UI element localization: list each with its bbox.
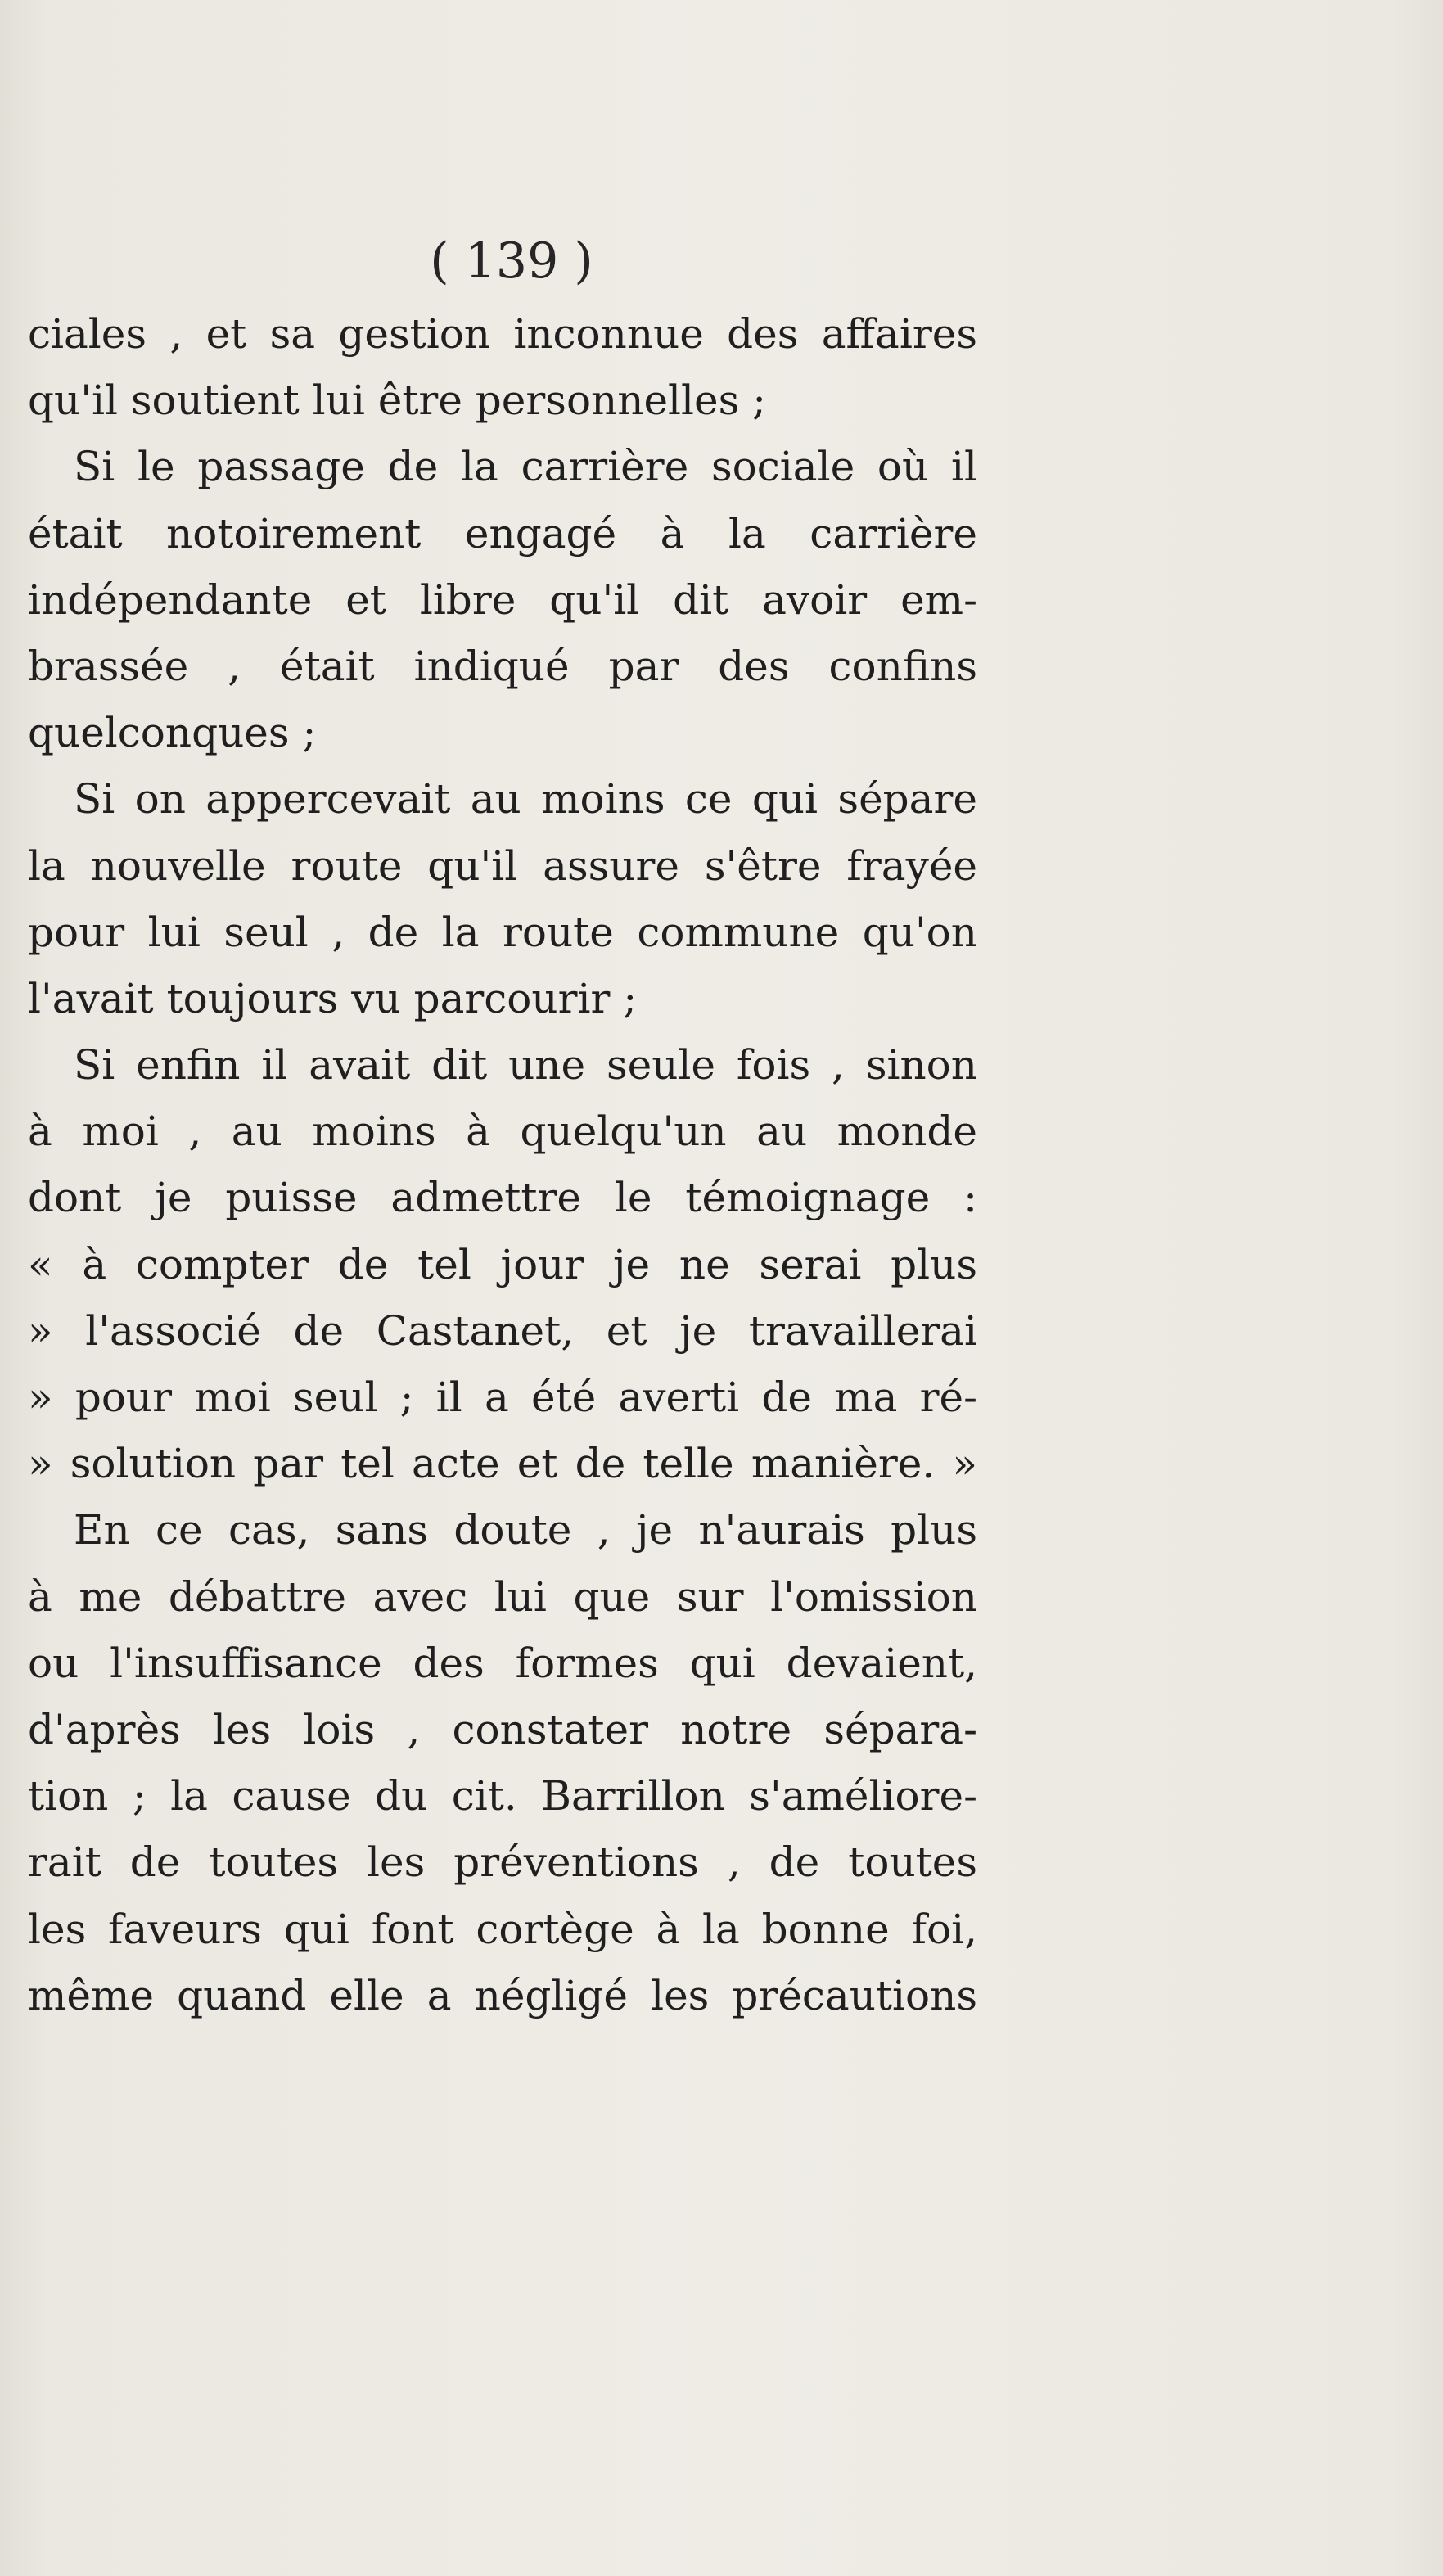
body-text [28, 301, 977, 2029]
text-line: à moi , au moins à quelqu'un au monde [28, 1108, 977, 1156]
text-line: ciales , et sa gestion inconnue des affaires [28, 310, 977, 358]
text-line: rait de toutes les préventions , de toutes [28, 1838, 977, 1887]
text-line: » pour moi seul ; il a été averti de ma ré- [28, 1374, 977, 1421]
text-line: » l'associé de Castanet, et je travaillerai [28, 1306, 977, 1355]
text-line: les faveurs qui font cortège à la bonne foi, [28, 1905, 977, 1953]
page-number: ( 139 ) [430, 232, 593, 290]
text-line: Si enfin il avait dit une seule fois , sinon [74, 1041, 977, 1089]
text-line: était notoirement engagé à la carrière [28, 509, 977, 557]
text-line: brassée , était indiqué par des confins [28, 642, 977, 690]
text-line: l'avait toujours vu parcourir ; [28, 974, 638, 1022]
text-line: Si on appercevait au moins ce qui sépare [74, 775, 977, 823]
text-line: » solution par tel acte et de telle manière. » [28, 1440, 977, 1488]
text-line: dont je puisse admettre le témoignage : [28, 1174, 977, 1222]
text-line: indépendante et libre qu'il dit avoir em- [28, 575, 977, 624]
text-line: pour lui seul , de la route commune qu'on [28, 908, 977, 956]
text-line: tion ; la cause du cit. Barrillon s'améliore- [28, 1772, 977, 1820]
text-line: En ce cas, sans doute , je n'aurais plus [74, 1506, 977, 1554]
text-line: ou l'insuffisance des formes qui devaient, [28, 1639, 977, 1687]
text-line: la nouvelle route qu'il assure s'être frayée [28, 841, 977, 890]
text-line: même quand elle a négligé les précautions [28, 1971, 977, 2019]
text-line: « à compter de tel jour je ne serai plus [28, 1240, 977, 1288]
text-line: quelconques ; [28, 709, 317, 757]
text-line: qu'il soutient lui être personnelles ; [28, 377, 767, 425]
text-line: Si le passage de la carrière sociale où il [74, 443, 977, 491]
text-line: d'après les lois , constater notre sépara- [28, 1705, 977, 1753]
text-line: à me débattre avec lui que sur l'omission [28, 1572, 977, 1621]
